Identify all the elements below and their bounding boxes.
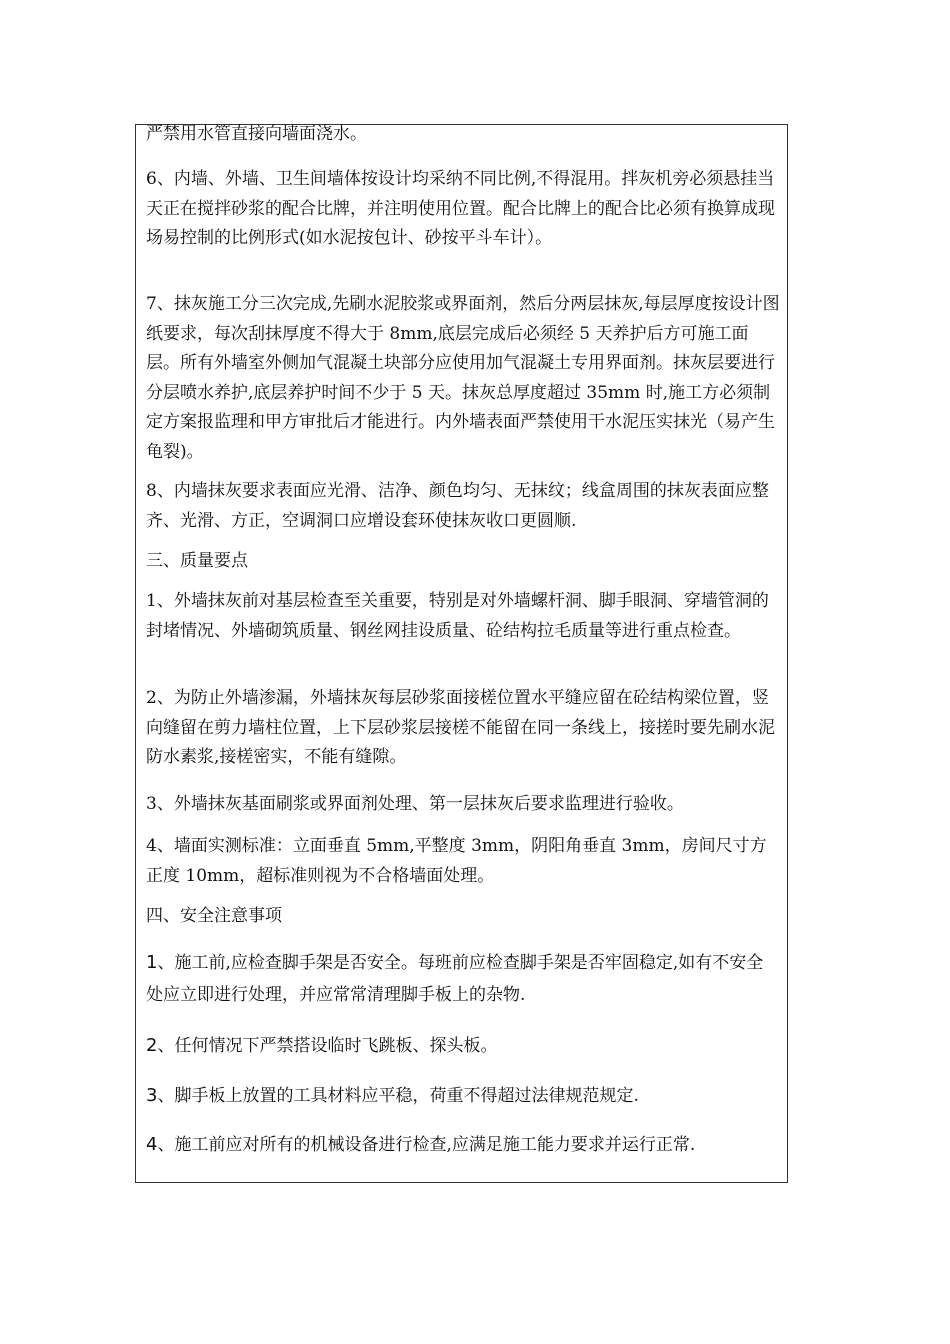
safety-item-3 — [146, 1080, 780, 1112]
paragraph-quality-1: 1、外墙抹灰前对基层检查至关重要，特别是对外墙螺杆洞、脚手眼洞、穿墙管洞的封堵情况、外墙砌筑质量、钢丝网挂设质量、砼结构拉毛质量等进行重点检查。 — [146, 591, 769, 641]
safety-item-2-number: 2 — [146, 1035, 158, 1056]
safety-item-1-number: 1 — [146, 952, 158, 973]
safety-item-4 — [146, 1129, 780, 1161]
safety-item-1-text: 、施工前,应检查脚手架是否安全。每班前应检查脚手架是否牢固稳定,如有不安全处应立即进行处理，并应常常清理脚手板上的杂物. — [146, 953, 764, 1005]
paragraph-item-6-mix-ratio: 6、内墙、外墙、卫生间墙体按设计均采纳不同比例,不得混用。拌灰机旁必须悬挂当天正在搅拌砂浆的配合比牌，并注明使用位置。配合比牌上的配合比必须有换算成现场易控制的比例形式(如水泥按包计、砂按平斗车计）。 — [146, 169, 775, 248]
safety-item-1 — [146, 947, 780, 1011]
safety-item-2-text: 、任何情况下严禁搭设临时飞跳板、探头板。 — [157, 1036, 498, 1056]
paragraph-item-7-plaster-layers: 7、抹灰施工分三次完成,先刷水泥胶浆或界面剂，然后分两层抹灰,每层厚度按设计图纸要求，每次刮抹厚度不得大于 8mm,底层完成后必须经 5 天养护后方可施工面层。所有外墙室外侧加气混凝土块部分应使用加气混凝土专用界面剂。抹灰层要进行分层喷水养护,底层养护时间不少于 5 天。抹灰总厚度超过 35mm 时,施工方必须制定方案报监理和甲方审批后才能进行。内外墙表面严禁使用干水泥压实抹光（易产生龟裂)。 — [146, 294, 780, 462]
paragraph-quality-4: 4、墙面实测标准：立面垂直 5mm,平整度 3mm，阴阳角垂直 3mm，房间尺寸方正度 10mm，超标准则视为不合格墙面处理。 — [146, 836, 767, 886]
paragraph-quality-2: 2、为防止外墙渗漏，外墙抹灰每层砂浆面接槎位置水平缝应留在砼结构梁位置，竖向缝留在剪力墙柱位置，上下层砂浆层接槎不能留在同一条线上，接搓时要先刷水泥防水素浆,接槎密实，不能有缝隙。 — [146, 688, 775, 767]
section-heading-quality: 三、质量要点 — [146, 551, 248, 571]
paragraph-item-8-inner-wall: 8、内墙抹灰要求表面应光滑、洁净、颜色均匀、无抹纹；线盒周围的抹灰表面应整齐、光滑、方正，空调洞口应增设套环使抹灰收口更圆顺. — [146, 481, 769, 531]
content-table-border — [135, 124, 788, 1183]
paragraph-watering-rule: 严禁用水管直接向墙面浇水。 — [146, 124, 367, 144]
section-heading-safety: 四、安全注意事项 — [146, 906, 282, 926]
safety-item-3-number: 3 — [146, 1085, 158, 1106]
safety-item-2 — [146, 1030, 780, 1062]
safety-item-4-text: 、施工前应对所有的机械设备进行检查,应满足施工能力要求并运行正常. — [157, 1135, 696, 1155]
safety-item-3-text: 、脚手板上放置的工具材料应平稳，荷重不得超过法律规范规定. — [157, 1086, 639, 1106]
safety-item-4-number: 4 — [146, 1134, 158, 1155]
paragraph-quality-3: 3、外墙抹灰基面刷浆或界面剂处理、第一层抹灰后要求监理进行验收。 — [146, 794, 684, 814]
